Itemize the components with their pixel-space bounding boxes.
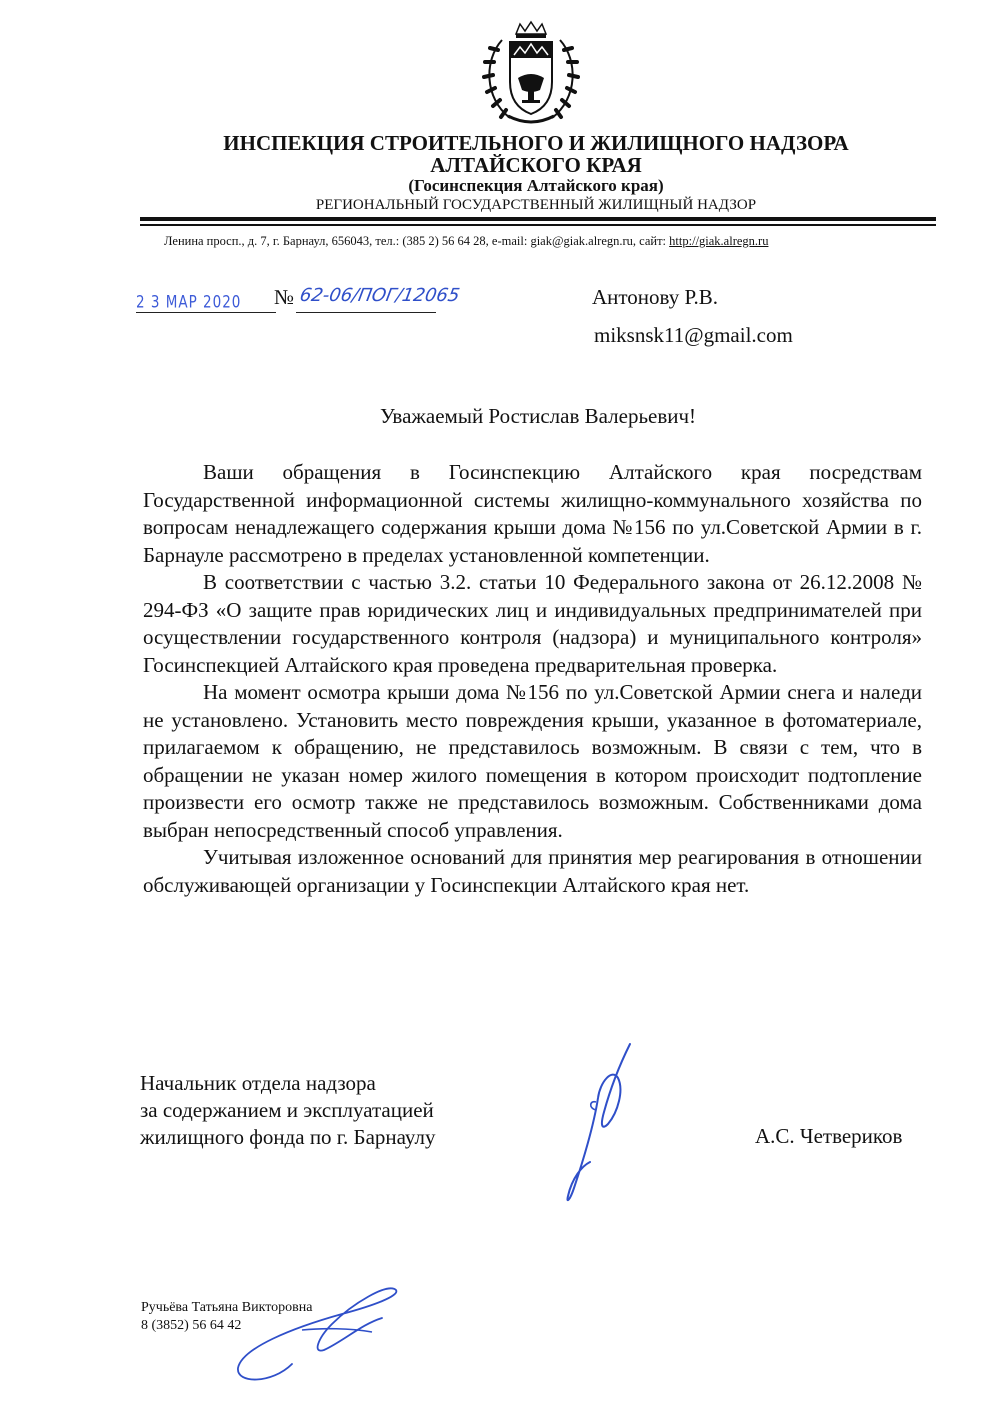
signatory-title	[140, 1070, 435, 1151]
contact-line	[164, 234, 768, 249]
signatory-title-line: за содержанием и эксплуатацией	[140, 1098, 434, 1122]
org-name-line1: ИНСПЕКЦИЯ СТРОИТЕЛЬНОГО И ЖИЛИЩНОГО НАДЗОРА	[223, 131, 849, 155]
header-rule-thin	[140, 224, 936, 226]
org-short-name: (Госинспекция Алтайского края)	[408, 176, 664, 195]
registration-number: 62-06/ПОГ/12065	[298, 285, 462, 306]
date-underline	[136, 312, 276, 313]
number-sign: №	[274, 285, 295, 309]
coat-of-arms-emblem	[478, 20, 584, 128]
contact-text: Ленина просп., д. 7, г. Барнаул, 656043, тел.: (385 2) 56 64 28, e-mail: giak@giak.alregn.ru, сайт:	[164, 234, 670, 248]
greeting: Уважаемый Ростислав Валерьевич!	[379, 404, 697, 428]
body-paragraph: В соответствии с частью 3.2. статьи 10 Федерального закона от 26.12.2008 № 294-ФЗ «О защите прав юридических лиц и индивидуальных предпринимателей при осуществлении государственного контроля (надзора) и муниципального контроля» Госинспекцией Алтайского края проведена предварительная проверка.	[143, 570, 922, 677]
department-name: РЕГИОНАЛЬНЫЙ ГОСУДАРСТВЕННЫЙ ЖИЛИЩНЫЙ НАДЗОР	[315, 197, 757, 213]
executor-name: Ручьёва Татьяна Викторовна	[141, 1300, 313, 1315]
body-paragraph: Учитывая изложенное оснований для принятия мер реагирования в отношении обслуживающей организации у Госинспекции Алтайского края нет.	[143, 845, 922, 897]
website-link[interactable]: http://giak.alregn.ru	[669, 234, 769, 248]
date-stamp: 2 3 МАР 2020	[136, 292, 242, 312]
signatory-title-line: Начальник отдела надзора	[140, 1071, 376, 1095]
header-rule-thick	[140, 217, 936, 221]
org-name-line2: АЛТАЙСКОГО КРАЯ	[430, 153, 642, 177]
number-underline	[296, 312, 436, 313]
executor-handwritten-mark	[232, 1284, 412, 1388]
signatory-title-line: жилищного фонда по г. Барнаулу	[140, 1125, 436, 1149]
recipient-email: miksnsk11@gmail.com	[594, 323, 793, 347]
handwritten-signature	[560, 1038, 650, 1208]
recipient-name: Антонову Р.В.	[592, 285, 719, 309]
letter-body	[143, 459, 922, 899]
executor-phone: 8 (3852) 56 64 42	[141, 1318, 242, 1333]
body-paragraph: На момент осмотра крыши дома №156 по ул.Советской Армии снега и наледи не установлено. Установить место повреждения крыши, указанное в фотоматериале, прилагаемом к обращению, не представилось возможным. В связи с тем, что в обращении не указан номер жилого помещения в котором происходит подтопление произвести его осмотр также не представилось возможным. Собственниками дома выбран непосредственный способ управления.	[143, 680, 922, 842]
body-paragraph: Ваши обращения в Госинспекцию Алтайского края посредствам Государственной информационной системы жилищно-коммунального хозяйства по вопросам ненадлежащего содержания крыши дома №156 по ул.Советской Армии в г. Барнауле рассмотрено в пределах установленной компетенции.	[143, 460, 922, 567]
signer-name: А.С. Четвериков	[755, 1124, 903, 1148]
